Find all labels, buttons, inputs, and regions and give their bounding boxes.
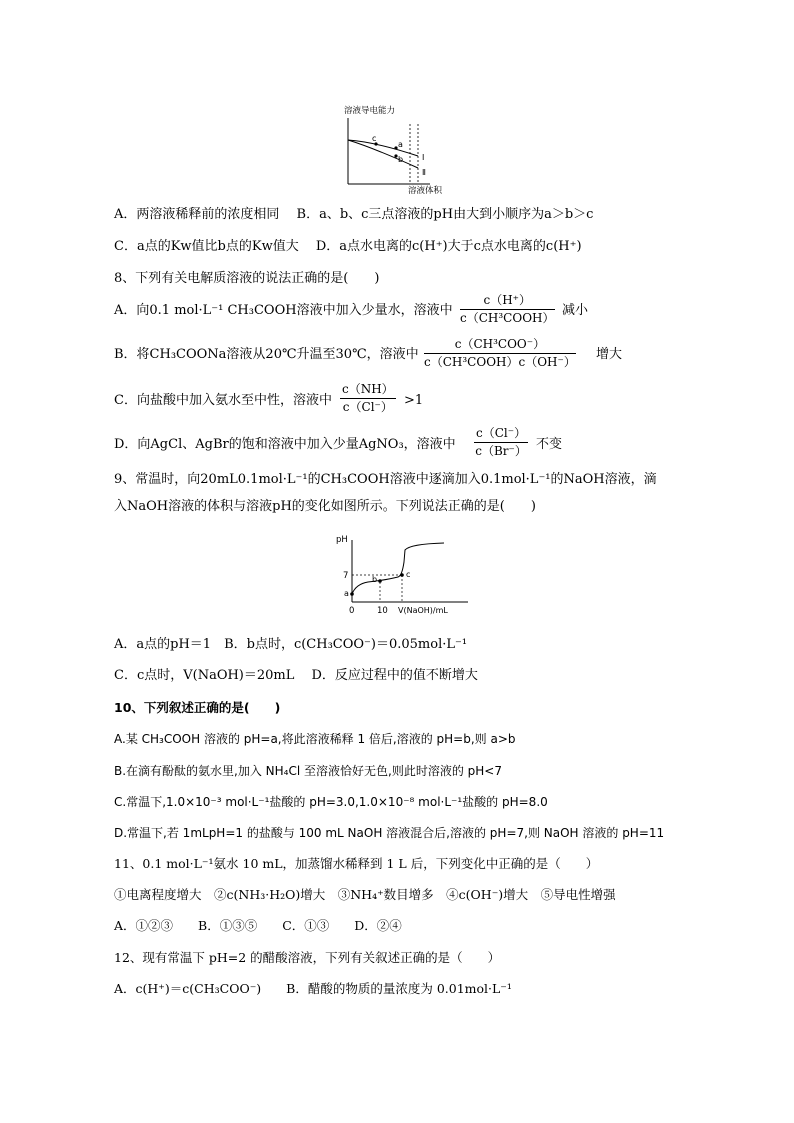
q7-options-line1: A．两溶液稀释前的浓度相同 B．a、b、c三点溶液的pH由大到小顺序为a＞b＞c (114, 207, 594, 222)
q8-B-fraction (424, 337, 576, 370)
q8-D-fraction (474, 426, 528, 459)
q10-option-A: A.某 CH₃COOH 溶液的 pH=a,将此溶液稀释 1 倍后,溶液的 pH=b,则 a>b (114, 732, 516, 746)
point-b-marker (378, 579, 382, 583)
q8-A-post: 减小 (562, 303, 589, 318)
point-a-label: a (344, 589, 349, 598)
point-c-marker (400, 573, 404, 577)
point-b-label: b (398, 155, 404, 164)
q10-option-D: D.常温下,若 1mLpH=1 的盐酸与 100 mL NaOH 溶液混合后,溶液的 pH=7,则 NaOH 溶液的 pH=11 (114, 826, 665, 840)
q8-C-fraction (340, 382, 396, 415)
curve-I-label: I (422, 153, 425, 162)
q8-A-pre: A．向0.1 mol·L⁻¹ CH₃COOH溶液中加入少量水，溶液中 (114, 303, 453, 318)
q9-options-line2: C．c点时，V(NaOH)＝20mL D．反应过程中的值不断增大 (114, 668, 478, 683)
q8-C-numerator: c（NH） (340, 382, 396, 399)
q8-C-pre: C．向盐酸中加入氨水至中性，溶液中 (114, 393, 332, 408)
q11-stem: 11、0.1 mol·L⁻¹氨水 10 mL，加蒸馏水稀释到 1 L 后，下列变化中正确的是（ ） (114, 856, 599, 871)
q8-D-denominator: c（Br⁻） (475, 444, 527, 458)
q11-options: A．①②③ B．①③⑤ C．①③ D．②④ (114, 918, 402, 933)
q8-C-post: >1 (404, 393, 424, 408)
q10-option-C: C.常温下,1.0×10⁻³ mol·L⁻¹盐酸的 pH=3.0,1.0×10⁻⁸ mol·L⁻¹盐酸的 pH=8.0 (114, 795, 548, 809)
q9-options-line1: A．a点的pH＝1 B．b点时，c(CH₃COO⁻)＝0.05mol·L⁻¹ (114, 637, 468, 652)
q8-B-denominator: c（CH³COOH）c（OH⁻） (424, 355, 576, 369)
q12-stem: 12、现有常温下 pH=2 的醋酸溶液，下列有关叙述正确的是（ ） (114, 950, 501, 965)
tick-0-label: 0 (349, 606, 355, 616)
curve-II-label: Ⅱ (422, 168, 426, 177)
q12-options: A．c(H⁺)＝c(CH₃COO⁻) B．醋酸的物质的量浓度为 0.01mol·L⁻¹ (114, 981, 512, 996)
point-a-label: a (398, 140, 403, 149)
q11-items: ①电离程度增大 ②c(NH₃·H₂O)增大 ③NH₄⁺数目增多 ④c(OH⁻)增大 ⑤导电性增强 (114, 887, 616, 902)
q8-A-denominator: c（CH³COOH） (460, 311, 555, 325)
q10-option-B: B.在滴有酚酞的氨水里,加入 NH₄Cl 至溶液恰好无色,则此时溶液的 pH<7 (114, 764, 502, 778)
q8-D-numerator: c（Cl⁻） (474, 426, 528, 443)
y-axis-label: 溶液导电能力 (344, 106, 396, 116)
q8-D-post: 不变 (536, 437, 563, 452)
q8-B-numerator: c（CH³COO⁻） (424, 337, 576, 354)
q8-C-denominator: c（Cl⁻） (342, 400, 393, 414)
point-c-label: c (372, 134, 377, 143)
q9-stem-line1: 9、常温时，向20mL0.1mol·L⁻¹的CH₃COOH溶液中逐滴加入0.1mol·L⁻¹的NaOH溶液，滴 (114, 472, 657, 487)
q8-A-numerator: c（H⁺） (460, 293, 555, 310)
q7-options-line2: C．a点的Kw值比b点的Kw值大 D．a点水电离的c(H⁺)大于c点水电离的c(H⁺) (114, 239, 582, 254)
point-c-label: c (406, 570, 411, 579)
titration-figure (334, 532, 474, 622)
y-axis-label: pH (336, 535, 348, 545)
q9-stem-line2: 入NaOH溶液的体积与溶液pH的变化如图所示。下列说法正确的是( ) (114, 499, 536, 514)
titration-curve (352, 543, 444, 594)
x-axis-label: 溶液体积 (408, 186, 443, 196)
curve-II (348, 140, 418, 168)
q8-stem: 8、下列有关电解质溶液的说法正确的是( ) (114, 271, 380, 286)
x-axis-label: V(NaOH)/mL (398, 606, 448, 615)
point-a-marker (350, 592, 354, 596)
q8-D-pre: D．向AgCl、AgBr的饱和溶液中加入少量AgNO₃，溶液中 (114, 437, 456, 452)
curve-I (348, 140, 418, 156)
tick-10-label: 10 (377, 606, 388, 616)
q8-B-post: 增大 (596, 347, 623, 362)
q8-B-pre: B．将CH₃COONa溶液从20℃升温至30℃，溶液中 (114, 347, 419, 362)
conductivity-figure (336, 104, 446, 196)
q8-A-fraction (460, 293, 555, 326)
tick-7-label: 7 (343, 571, 349, 581)
q10-stem: 10、下列叙述正确的是( ) (114, 700, 281, 715)
point-b-label: b (372, 575, 378, 584)
